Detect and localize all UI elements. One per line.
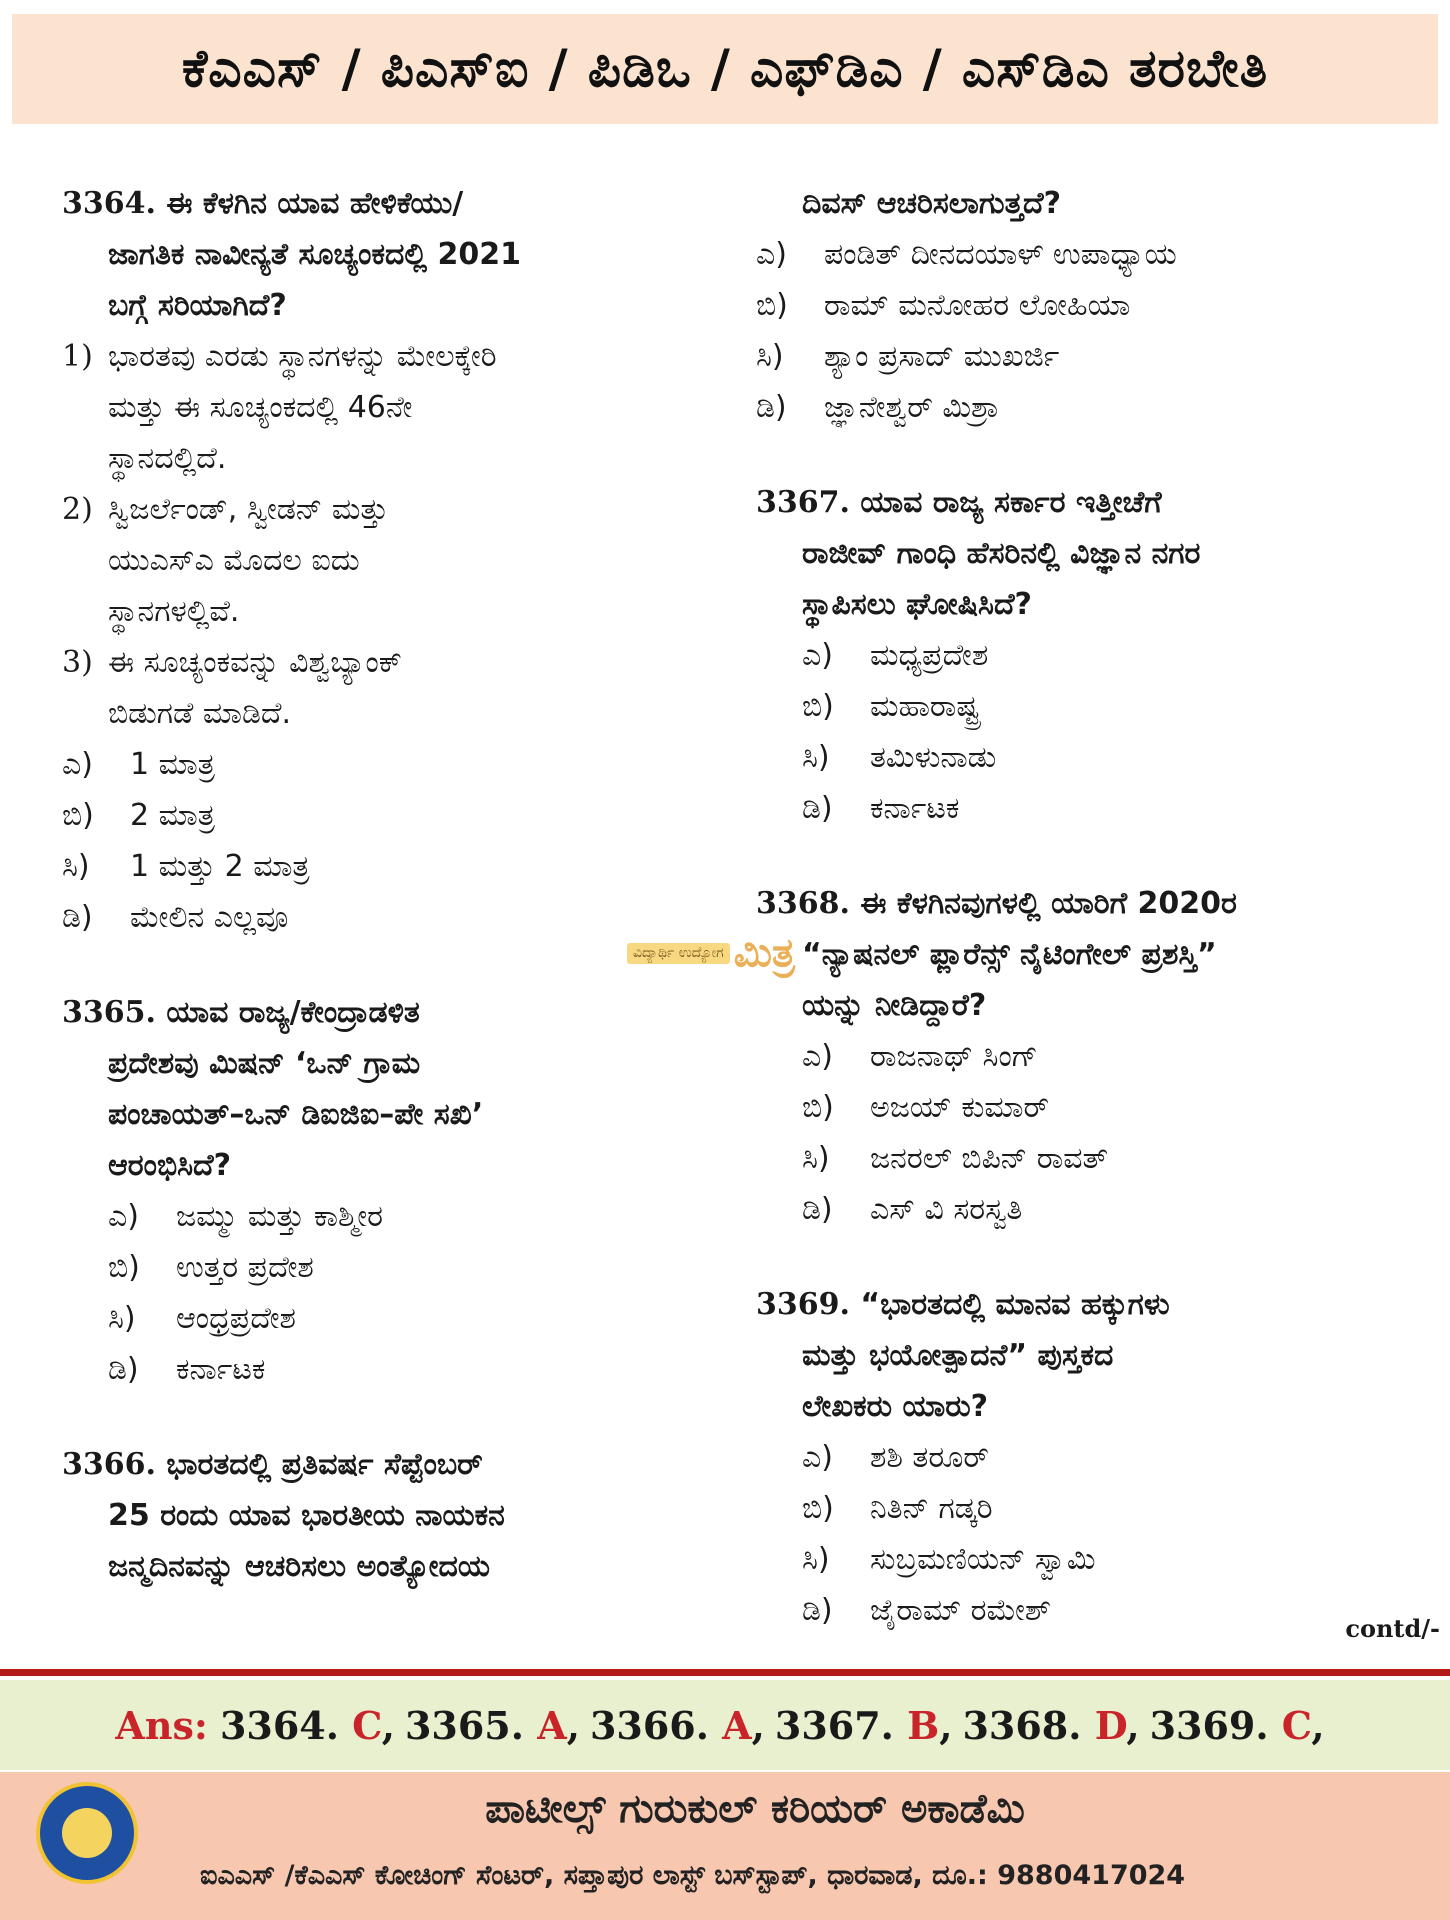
question-3366-part1: 3366. ಭಾರತದಲ್ಲಿ ಪ್ರತಿವರ್ಷ ಸೆಪ್ಟೆಂಬರ್ 25 ರಂದು ಯಾವ ಭಾರತೀಯ ನಾಯಕನ ಜನ್ಮದಿನವನ್ನು ಆಚರಿಸಲು ಅಂತ್ಯೋದಯ — [62, 1447, 505, 1584]
option-b: ಬಿ) ಉತ್ತರ ಪ್ರದೇಶ — [108, 1250, 314, 1285]
option-d: ಡಿ) ಕರ್ನಾಟಕ — [108, 1352, 266, 1387]
option-d: ಡಿ) ಎಸ್ ವಿ ಸರಸ್ವತಿ — [802, 1192, 1023, 1227]
option-c: ಸಿ) ತಮಿಳುನಾಡು — [802, 740, 997, 775]
option-a: ಎ) ಶಶಿ ತರೂರ್ — [802, 1440, 989, 1475]
option-d: ಡಿ) ಮೇಲಿನ ಎಲ್ಲವೂ — [62, 900, 289, 935]
option-c: ಸಿ) ಆಂಧ್ರಪ್ರದೇಶ — [108, 1301, 296, 1336]
option-a: ಎ) ಜಮ್ಮು ಮತ್ತು ಕಾಶ್ಮೀರ — [108, 1199, 384, 1234]
question-text-line: ಈ ಕೆಳಗಿನ ಯಾವ ಹೇಳಿಕೆಯು/ — [166, 186, 464, 221]
answer-item: 3369. C, — [1149, 1702, 1325, 1748]
question-3366-part2: ದಿವಸ್ ಆಚರಿಸಲಾಗುತ್ತದೆ? ಎ) ಪಂಡಿತ್ ದೀನದಯಾಳ್ ಉಪಾಧ್ಯಾಯ ಬಿ) ರಾಮ್ ಮನೋಹರ ಲೋಹಿಯಾ ಸಿ) ಶ್ಯಾಂ ಪ್ರಸಾದ್ ಮುಖರ್ಜಿ ಡಿ) ಜ್ಞಾನೇಶ್ವರ್ ಮಿಶ್ರಾ — [756, 178, 1416, 433]
option-a: ಎ) ಪಂಡಿತ್ ದೀನದಯಾಳ್ ಉಪಾಧ್ಯಾಯ — [756, 237, 1177, 272]
question-number: 3367. — [756, 485, 850, 520]
divider — [0, 1669, 1450, 1676]
academy-name: ಪಾಟೀಲ್ಸ್ ಗುರುಕುಲ್ ಕರಿಯರ್ ಅಕಾಡೆಮಿ — [485, 1786, 1025, 1832]
option-b: ಬಿ) 2 ಮಾತ್ರ — [62, 798, 215, 833]
option-c: ಸಿ) ಸುಬ್ರಮಣಿಯನ್ ಸ್ವಾಮಿ — [802, 1542, 1096, 1577]
footer — [0, 1772, 1450, 1920]
statement-3: 3) ಈ ಸೂಚ್ಯಂಕವನ್ನು ವಿಶ್ವಬ್ಯಾಂಕ್ ಬಿಡುಗಡೆ ಮಾಡಿದೆ. — [62, 645, 403, 731]
option-c: ಸಿ) 1 ಮತ್ತು 2 ಮಾತ್ರ — [62, 849, 310, 884]
option-a: ಎ) ಮಧ್ಯಪ್ರದೇಶ — [802, 638, 989, 673]
answer-item: 3366. A, — [589, 1702, 765, 1748]
option-a: ಎ) ರಾಜನಾಥ್ ಸಿಂಗ್ — [802, 1039, 1038, 1074]
answer-label: Ans: — [115, 1702, 208, 1748]
option-c: ಸಿ) ಶ್ಯಾಂ ಪ್ರಸಾದ್ ಮುಖರ್ಜಿ — [756, 339, 1060, 374]
option-b: ಬಿ) ನಿತಿನ್ ಗಡ್ಕರಿ — [802, 1491, 993, 1526]
question-text-line: ಜಾಗತಿಕ ನಾವೀನ್ಯತೆ ಸೂಚ್ಯಂಕದಲ್ಲಿ 2021 — [108, 237, 521, 272]
option-b: ಬಿ) ಅಜಯ್ ಕುಮಾರ್ — [802, 1090, 1050, 1125]
option-a: ಎ) 1 ಮಾತ್ರ — [62, 747, 215, 782]
question-number: 3365. — [62, 995, 156, 1030]
answer-item: 3368. D, — [962, 1702, 1140, 1748]
option-d: ಡಿ) ಜ್ಞಾನೇಶ್ವರ್ ಮಿಶ್ರಾ — [756, 390, 1000, 425]
question-3365: 3365. ಯಾವ ರಾಜ್ಯ/ಕೇಂದ್ರಾಡಳಿತ ಪ್ರದೇಶವು ಮಿಷನ್ ‘ಒನ್ ಗ್ರಾಮ ಪಂಚಾಯತ್–ಒನ್ ಡಿಐಜಿಐ–ಪೇ ಸಖಿ’ ಆರಂಭಿಸಿದೆ? ಎ) ಜಮ್ಮು ಮತ್ತು ಕಾಶ್ಮೀರ ಬಿ) ಉತ್ತರ ಪ್ರದೇಶ ಸಿ) ಆಂಧ್ರಪ್ರದೇಶ ಡಿ) ಕರ್ನಾಟಕ — [62, 987, 702, 1395]
question-3367: 3367. ಯಾವ ರಾಜ್ಯ ಸರ್ಕಾರ ಇತ್ತೀಚೆಗೆ ರಾಜೀವ್ ಗಾಂಧಿ ಹೆಸರಿನಲ್ಲಿ ವಿಜ್ಞಾನ ನಗರ ಸ್ಥಾಪಿಸಲು ಘೋಷಿಸಿದೆ? ಎ) ಮಧ್ಯಪ್ರದೇಶ ಬಿ) ಮಹಾರಾಷ್ಟ್ರ ಸಿ) ತಮಿಳುನಾಡು ಡಿ) ಕರ್ನಾಟಕ — [756, 477, 1416, 834]
watermark-logo — [627, 930, 795, 976]
question-text-line: ಬಗ್ಗೆ ಸರಿಯಾಗಿದೆ? — [108, 288, 287, 323]
option-d: ಡಿ) ಕರ್ನಾಟಕ — [802, 791, 960, 826]
answer-item: 3367. B, — [774, 1702, 953, 1748]
option-b: ಬಿ) ಮಹಾರಾಷ್ಟ್ರ — [802, 689, 980, 724]
option-d: ಡಿ) ಜೈರಾಮ್ ರಮೇಶ್ — [802, 1593, 1052, 1628]
continued-label: contd/- — [1345, 1614, 1440, 1643]
question-number: 3368. — [756, 886, 850, 921]
watermark-big-text: ಮಿತ್ರ — [733, 930, 795, 976]
question-3364 — [62, 178, 702, 943]
academy-address: ಐಎಎಸ್ /ಕೆಎಎಸ್ ಕೋಚಿಂಗ್ ಸೆಂಟರ್, ಸಪ್ತಾಪುರ ಲಾಸ್ಟ್ ಬಸ್‌ಸ್ಟಾಪ್, ಧಾರವಾಡ, ದೂ.: 9880417024 — [200, 1860, 1186, 1891]
question-number: 3369. — [756, 1287, 850, 1322]
header-title: ಕೆಎಎಸ್ / ಪಿಎಸ್ಐ / ಪಿಡಿಒ / ಎಫ್‌ಡಿಎ / ಎಸ್‌ಡಿಎ ತರಬೇತಿ — [181, 38, 1269, 99]
statement-2: 2) ಸ್ವಿಜರ್ಲೆಂಡ್, ಸ್ವೀಡನ್ ಮತ್ತು ಯುಎಸ್‌ಎ ಮೊದಲ ಐದು ಸ್ಥಾನಗಳಲ್ಲಿವೆ. — [62, 492, 389, 629]
page-header — [12, 14, 1438, 124]
question-3369: 3369. “ಭಾರತದಲ್ಲಿ ಮಾನವ ಹಕ್ಕುಗಳು ಮತ್ತು ಭಯೋತ್ಪಾದನೆ” ಪುಸ್ತಕದ ಲೇಖಕರು ಯಾರು? ಎ) ಶಶಿ ತರೂರ್ ಬಿ) ನಿತಿನ್ ಗಡ್ಕರಿ ಸಿ) ಸುಬ್ರಮಣಿಯನ್ ಸ್ವಾಮಿ ಡಿ) ಜೈರಾಮ್ ರಮೇಶ್ — [756, 1279, 1416, 1636]
answer-key — [0, 1680, 1450, 1770]
question-number: 3364. — [62, 186, 156, 221]
watermark-small-text: ವಿದ್ಯಾರ್ಥಿ ಉದ್ಯೋಗ — [627, 943, 730, 964]
question-3368: 3368. ಈ ಕೆಳಗಿನವುಗಳಲ್ಲಿ ಯಾರಿಗೆ 2020ರ “ನ್ಯಾಷನಲ್ ಫ್ಲಾರೆನ್ಸ್ ನೈಟಿಂಗೇಲ್ ಪ್ರಶಸ್ತಿ” ಯನ್ನು ನೀಡಿದ್ದಾರೆ? ಎ) ರಾಜನಾಥ್ ಸಿಂಗ್ ಬಿ) ಅಜಯ್ ಕುಮಾರ್ ಸಿ) ಜನರಲ್ ಬಿಪಿನ್ ರಾವತ್ ಡಿ) ಎಸ್ ವಿ ಸರಸ್ವತಿ — [756, 878, 1416, 1235]
left-column — [62, 178, 702, 1636]
answer-item: 3364. C, — [219, 1702, 395, 1748]
statement-1: 1) ಭಾರತವು ಎರಡು ಸ್ಥಾನಗಳನ್ನು ಮೇಲಕ್ಕೇರಿ ಮತ್ತು ಈ ಸೂಚ್ಯಂಕದಲ್ಲಿ 46ನೇ ಸ್ಥಾನದಲ್ಲಿದೆ. — [62, 339, 497, 476]
question-number: 3366. — [62, 1447, 156, 1482]
right-column — [756, 178, 1416, 1680]
option-b: ಬಿ) ರಾಮ್ ಮನೋಹರ ಲೋಹಿಯಾ — [756, 288, 1131, 323]
option-c: ಸಿ) ಜನರಲ್ ಬಿಪಿನ್ ರಾವತ್ — [802, 1141, 1109, 1176]
answer-item: 3365. A, — [404, 1702, 580, 1748]
